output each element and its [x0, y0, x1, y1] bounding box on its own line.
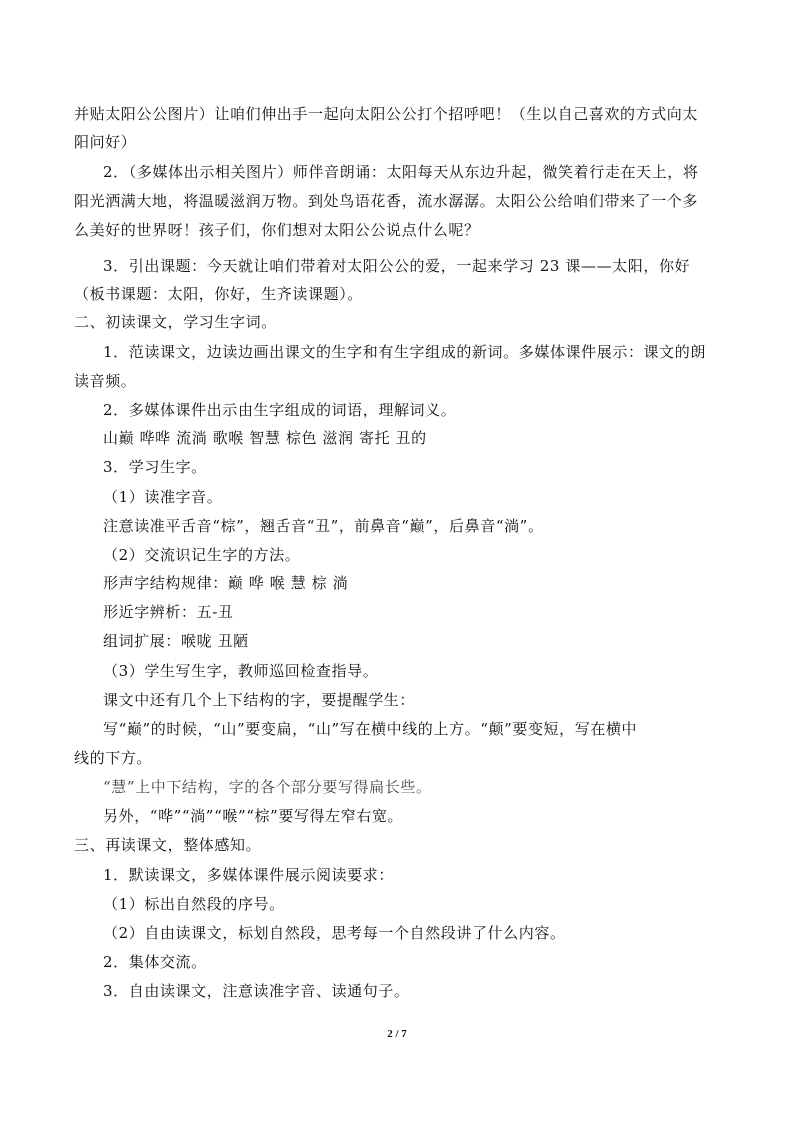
text-line: （2）自由读课文，标划自然段，思考每一个自然段讲了什么内容。 [103, 924, 566, 942]
text-line: 阳问好） [74, 133, 137, 151]
text-line: （1）读准字音。 [103, 488, 223, 506]
text-line: 2．（多媒体出示相关图片）师伴音朗诵：太阳每天从东边升起，微笑着行走在天上，将 [103, 163, 699, 181]
text-line: 阳光洒满大地，将温暖滋润万物。到处鸟语花香，流水潺潺。太阳公公给咱们带来了一个多 [74, 192, 699, 210]
text-line: 1．默读课文，多媒体课件展示阅读要求： [103, 866, 394, 884]
text-line: （板书课题：太阳，你好，生齐读课题）。 [74, 285, 363, 303]
text-line: 么美好的世界呀！孩子们，你们想对太阳公公说点什么呢？ [74, 221, 480, 239]
text-line: 线的下方。 [74, 749, 153, 767]
text-line: 3．学习生字。 [103, 458, 207, 476]
text-line: （3）学生写生字，教师巡回检查指导。 [103, 662, 379, 680]
text-line: （2）交流识记生字的方法。 [103, 546, 301, 564]
text-line: 3．自由读课文，注意读准字音、读通句子。 [103, 982, 410, 1000]
text-line: 3．引出课题：今天就让咱们带着对太阳公公的爱，一起来学习 23 课——太阳，你好 [103, 257, 691, 275]
text-line: （1）标出自然段的序号。 [103, 895, 285, 913]
page-number: 2 / 7 [387, 1028, 407, 1040]
text-line: 2．多媒体课件出示由生字组成的词语，理解词义。 [103, 401, 457, 419]
text-line: 并贴太阳公公图片）让咱们伸出手一起向太阳公公打个招呼吧！（生以自己喜欢的方式向太 [74, 105, 699, 123]
text-line: 2．集体交流。 [103, 953, 207, 971]
text-line: 1．范读课文，边读边画出课文的生字和有生字组成的新词。多媒体课件展示：课文的朗 [103, 343, 706, 361]
section-heading: 三、再读课文，整体感知。 [74, 836, 262, 854]
text-line: 形近字辨析：五-丑 [103, 603, 234, 621]
text-line: 注意读准平舌音“棕”，翘舌音“丑”，前鼻音“巅”，后鼻音“淌”。 [103, 517, 544, 535]
text-line: 组词扩展：喉咙 丑陋 [103, 632, 249, 650]
text-line: 另外，“哗”“淌”“喉”“棕”要写得左窄右宽。 [103, 807, 404, 825]
word-list: 山巅 哗哗 流淌 歌喉 智慧 棕色 滋润 寄托 丑的 [103, 429, 427, 447]
text-line: 形声字结构规律：巅 哗 喉 慧 棕 淌 [103, 574, 349, 592]
section-heading: 二、初读课文，学习生字词。 [74, 313, 277, 331]
text-line: 课文中还有几个上下结构的字，要提醒学生： [103, 691, 416, 709]
text-line: “慧”上中下结构，字的各个部分要写得扁长些。 [103, 778, 432, 796]
text-line: 读音频。 [74, 372, 137, 390]
text-line: 写“巅”的时候，“山”要变扁，“山”写在横中线的上方。“颠”要变短，写在横中 [103, 720, 638, 738]
